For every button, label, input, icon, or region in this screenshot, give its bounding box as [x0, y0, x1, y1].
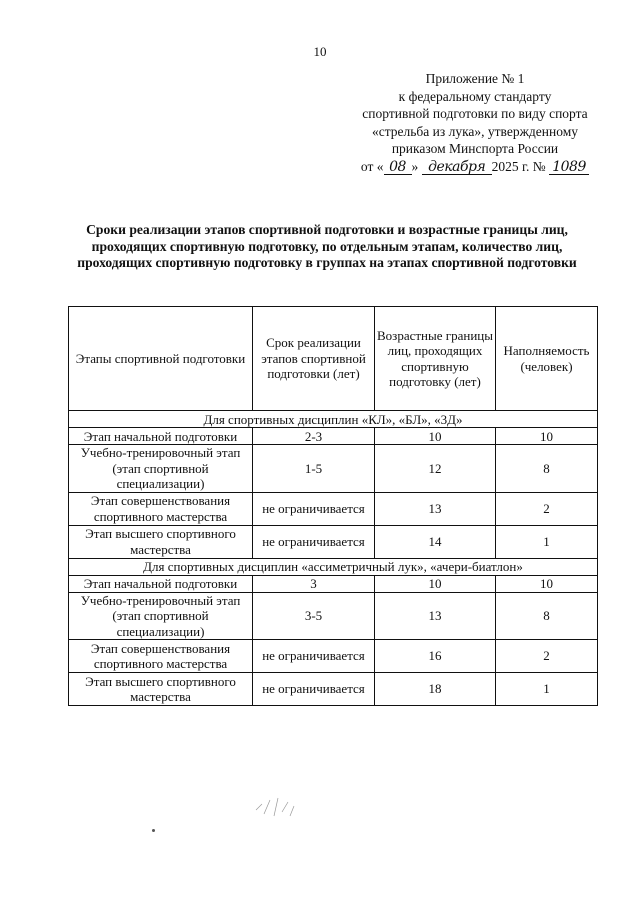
- duration-cell: не ограничивается: [253, 673, 375, 706]
- duration-cell: не ограничивается: [253, 492, 375, 525]
- table-row: [69, 445, 598, 493]
- age-cell: 13: [375, 592, 496, 640]
- section-row: [69, 411, 598, 428]
- stamp-residue-mark: [250, 790, 300, 820]
- appendix-line-2: к федеральному стандарту: [398, 88, 552, 104]
- table-row: [69, 640, 598, 673]
- duration-cell: 2-3: [253, 428, 375, 445]
- table-row: [69, 673, 598, 706]
- duration-cell: 3-5: [253, 592, 375, 640]
- order-year: 2025 г. №: [491, 158, 546, 174]
- capacity-cell: 10: [496, 428, 598, 445]
- appendix-block: [330, 70, 620, 176]
- scan-speck: [152, 829, 155, 832]
- stage-cell: Этап совершенствования спортивного мастерства: [69, 492, 253, 525]
- capacity-cell: 8: [496, 445, 598, 493]
- header-age: Возрастные границы лиц, проходящих спортивную подготовку (лет): [375, 307, 496, 411]
- capacity-cell: 1: [496, 673, 598, 706]
- section-title: Для спортивных дисциплин «ассиметричный лук», «ачери-биатлон»: [69, 558, 598, 575]
- age-cell: 10: [375, 575, 496, 592]
- header-stages: Этапы спортивной подготовки: [69, 307, 253, 411]
- capacity-cell: 10: [496, 575, 598, 592]
- table-row: [69, 525, 598, 558]
- page-number: 10: [313, 44, 327, 59]
- stages-table: [68, 306, 598, 706]
- table-header-row: [69, 307, 598, 411]
- table-row: [69, 428, 598, 445]
- appendix-line-1: Приложение № 1: [425, 71, 525, 86]
- appendix-line-4: «стрельба из лука», утвержденному: [371, 123, 579, 139]
- document-title: Сроки реализации этапов спортивной подготовки и возрастные границы лиц, проходящих спортивную подготовку, по отдельным этапам, количество лиц, проходящих спортивную подготовку в группах на этапах спортивной подготовки: [77, 222, 577, 270]
- age-cell: 10: [375, 428, 496, 445]
- duration-cell: 3: [253, 575, 375, 592]
- order-month: декабря: [422, 160, 492, 175]
- age-cell: 18: [375, 673, 496, 706]
- age-cell: 14: [375, 525, 496, 558]
- duration-cell: 1-5: [253, 445, 375, 493]
- appendix-line-5: приказом Минспорта России: [391, 141, 559, 157]
- order-mid: »: [411, 158, 419, 174]
- capacity-cell: 2: [496, 492, 598, 525]
- capacity-cell: 8: [496, 592, 598, 640]
- section-title: Для спортивных дисциплин «КЛ», «БЛ», «3Д»: [69, 411, 598, 428]
- stage-cell: Этап совершенствования спортивного мастерства: [69, 640, 253, 673]
- order-line: [330, 158, 620, 176]
- order-prefix: от «: [360, 158, 384, 174]
- age-cell: 16: [375, 640, 496, 673]
- table-row: [69, 592, 598, 640]
- order-day: 08: [384, 160, 412, 175]
- header-duration: Срок реализации этапов спортивной подготовки (лет): [253, 307, 375, 411]
- stage-cell: Учебно-тренировочный этап (этап спортивной специализации): [69, 592, 253, 640]
- table-row: [69, 492, 598, 525]
- stage-cell: Этап высшего спортивного мастерства: [69, 673, 253, 706]
- duration-cell: не ограничивается: [253, 640, 375, 673]
- age-cell: 12: [375, 445, 496, 493]
- stage-cell: Этап высшего спортивного мастерства: [69, 525, 253, 558]
- header-capacity: Наполняемость (человек): [496, 307, 598, 411]
- appendix-line-3: спортивной подготовки по виду спорта: [362, 106, 588, 122]
- stage-cell: Учебно-тренировочный этап (этап спортивной специализации): [69, 445, 253, 493]
- duration-cell: не ограничивается: [253, 525, 375, 558]
- order-number: 1089: [549, 160, 589, 175]
- age-cell: 13: [375, 492, 496, 525]
- stage-cell: Этап начальной подготовки: [69, 575, 253, 592]
- table-row: [69, 575, 598, 592]
- section-row: [69, 558, 598, 575]
- stage-cell: Этап начальной подготовки: [69, 428, 253, 445]
- capacity-cell: 2: [496, 640, 598, 673]
- capacity-cell: 1: [496, 525, 598, 558]
